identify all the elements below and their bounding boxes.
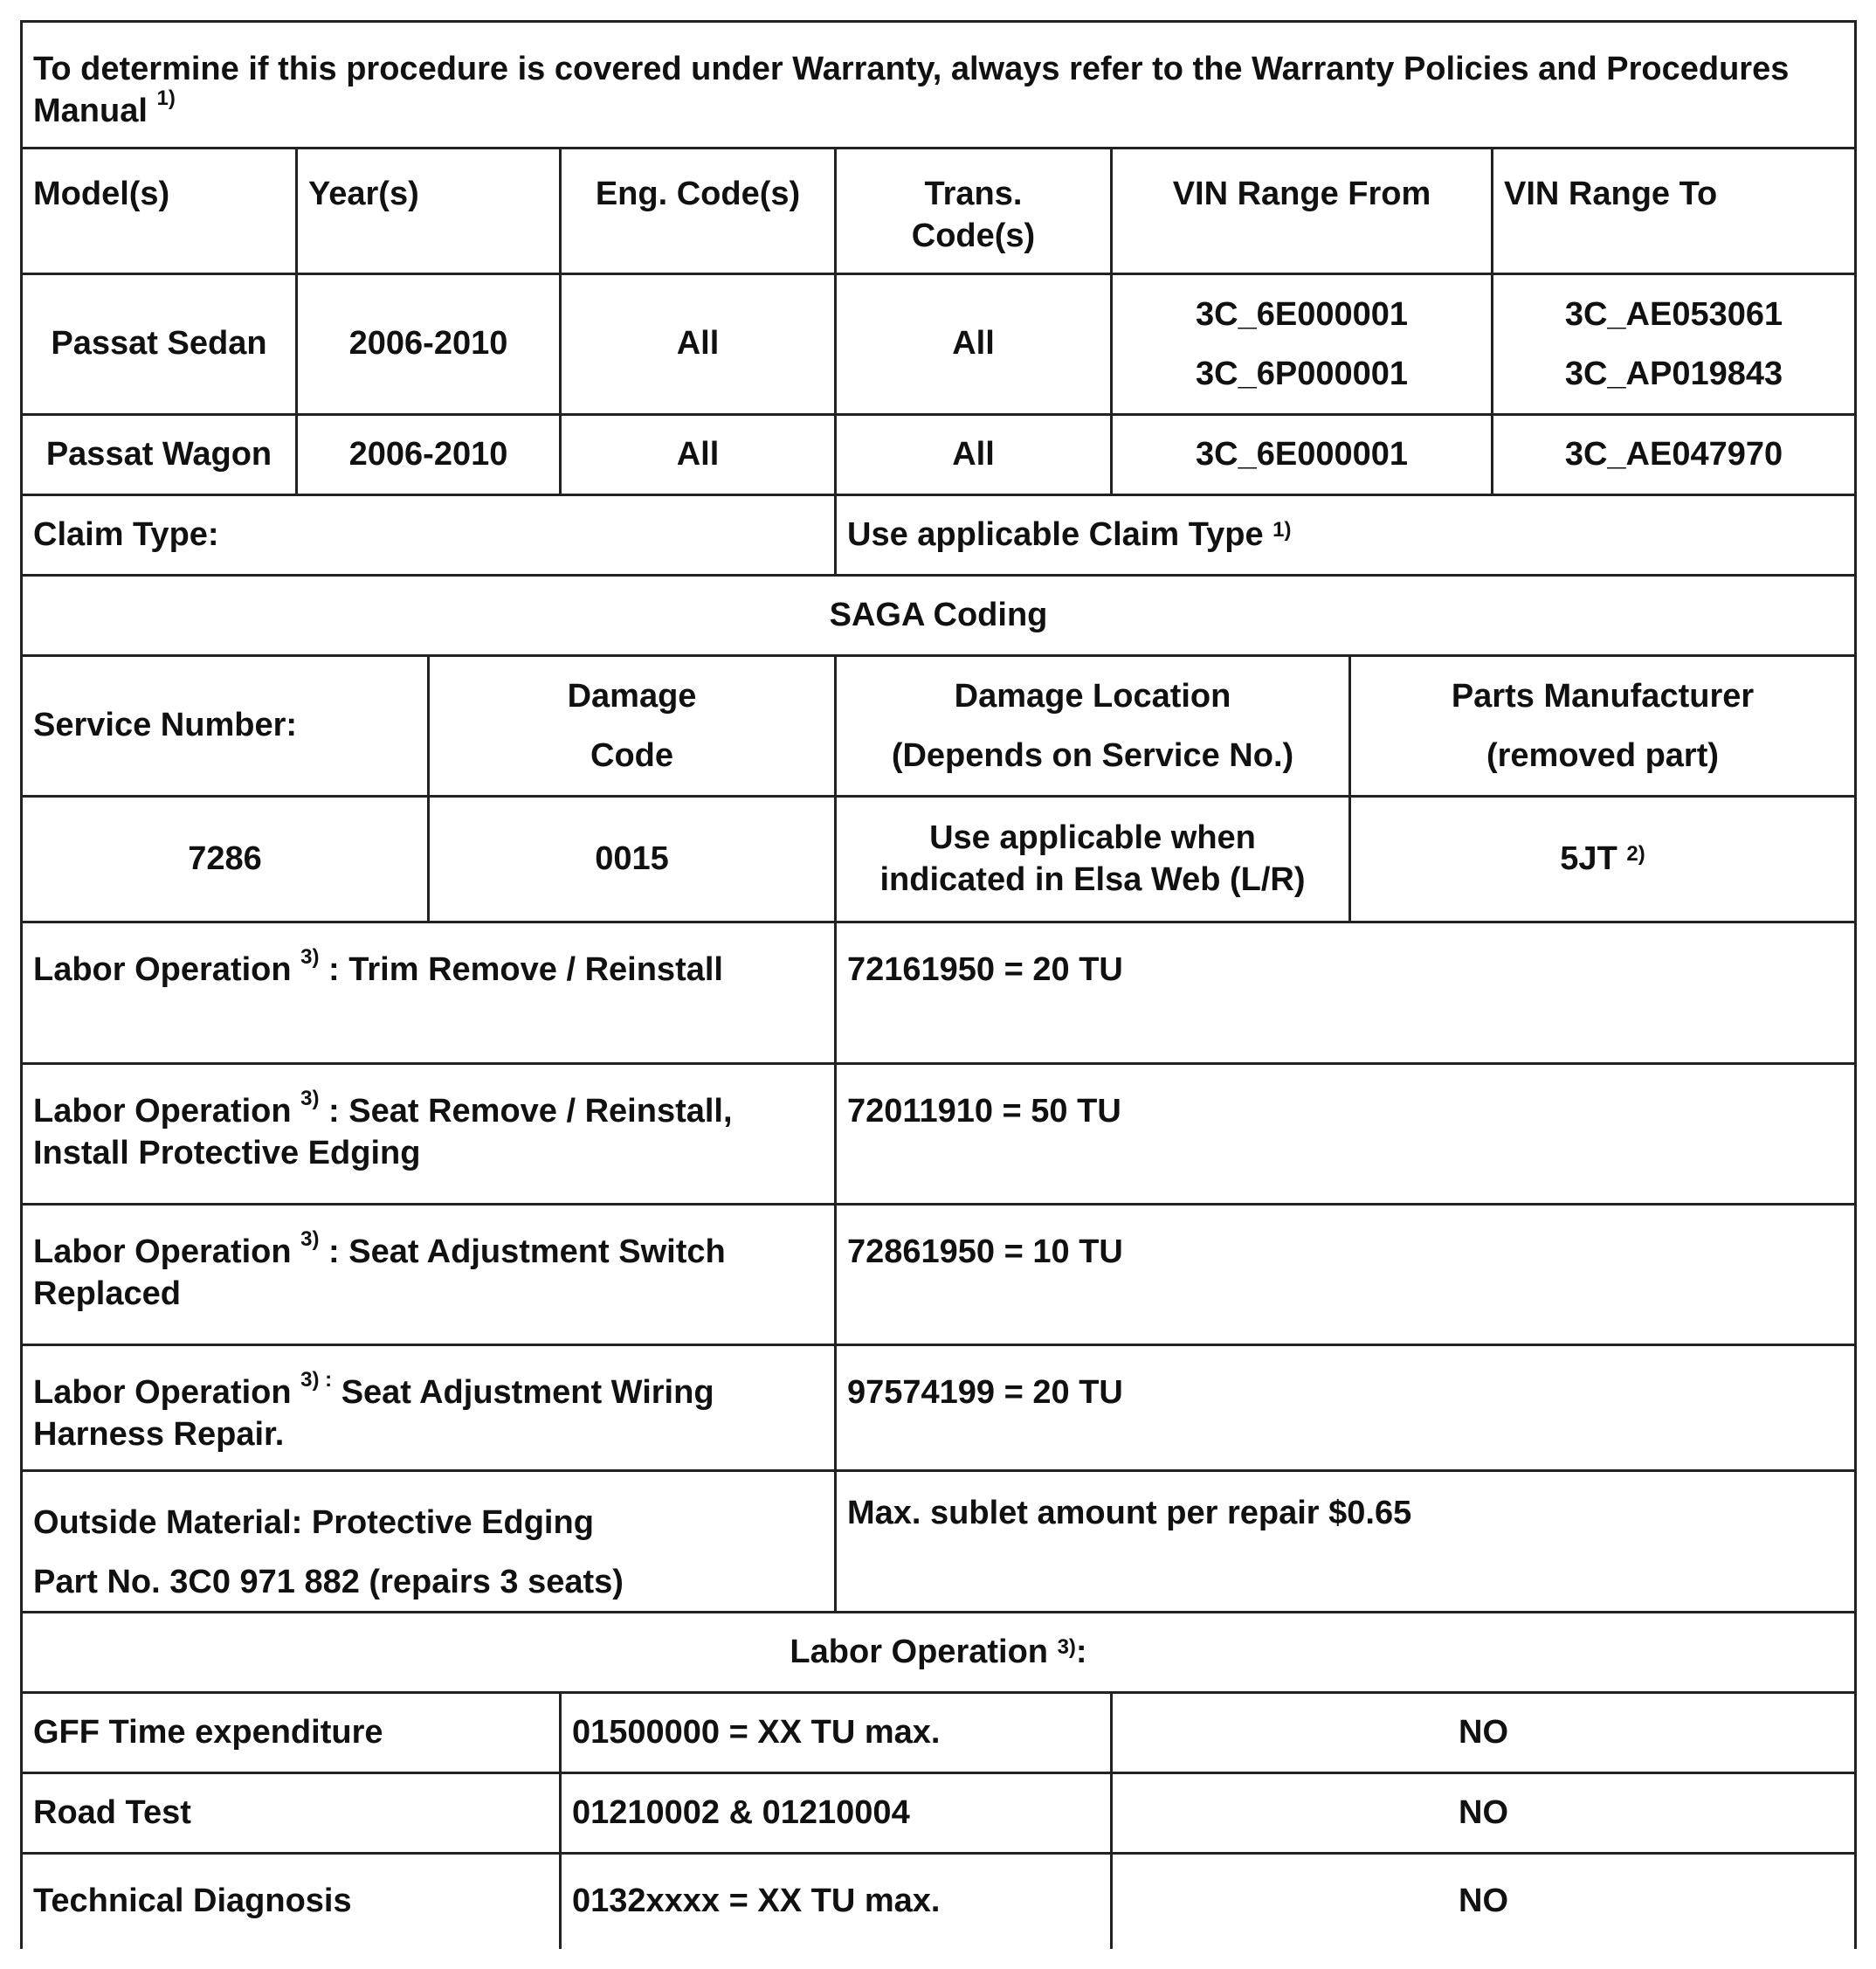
header-eng-codes: Eng. Code(s) bbox=[562, 149, 837, 275]
claim-type-value: Use applicable Claim Type $^{1)}$ bbox=[837, 496, 1854, 577]
header-vin-to: VIN Range To bbox=[1493, 149, 1854, 275]
table-row-eng: All bbox=[562, 416, 837, 496]
table-row-vin-from: 3C_6E000001 3C_6P000001 bbox=[1113, 275, 1493, 416]
table-row-years: 2006-2010 bbox=[298, 275, 562, 416]
header-years: Year(s) bbox=[298, 149, 562, 275]
saga-header-service-number: Service Number: bbox=[23, 657, 430, 798]
labor-row-code: 0132xxxx = XX TU max. bbox=[562, 1855, 1113, 1949]
table-row-model: Passat Wagon bbox=[23, 416, 298, 496]
labor-op-code: 72161950 = 20 TU bbox=[837, 923, 1854, 1065]
labor-row-name: Road Test bbox=[23, 1774, 562, 1855]
footnote-marker: 1) bbox=[1273, 517, 1292, 542]
table-row-model: Passat Sedan bbox=[23, 275, 298, 416]
labor-op-code: 72011910 = 50 TU bbox=[837, 1065, 1854, 1206]
saga-service-number: 7286 bbox=[23, 798, 430, 923]
outside-material: Outside Material: Protective Edging Part No. 3C0 971 882 (repairs 3 seats) bbox=[23, 1472, 837, 1613]
warranty-notice bbox=[23, 23, 1854, 149]
saga-header-parts-manufacturer: Parts Manufacturer (removed part) bbox=[1351, 657, 1854, 798]
saga-title: SAGA Coding bbox=[23, 577, 1854, 657]
footnote-marker: 3) : bbox=[300, 1368, 333, 1392]
footnote-marker: 3) bbox=[1057, 1634, 1076, 1659]
labor-row-flag: NO bbox=[1113, 1774, 1854, 1855]
claim-type-label: Claim Type: bbox=[23, 496, 837, 577]
saga-header-damage-code: Damage Code bbox=[430, 657, 837, 798]
labor-op-label: Labor Operation $^{3) :}$ Seat Adjustment Wiring Harness Repair. bbox=[23, 1346, 837, 1472]
labor-row-flag: NO bbox=[1113, 1694, 1854, 1774]
saga-damage-code: 0015 bbox=[430, 798, 837, 923]
table-row-vin-to: 3C_AE053061 3C_AP019843 bbox=[1493, 275, 1854, 416]
table-row-years: 2006-2010 bbox=[298, 416, 562, 496]
table-row-vin-from: 3C_6E000001 bbox=[1113, 416, 1493, 496]
footnote-marker: 3) bbox=[300, 945, 320, 969]
labor-row-name: GFF Time expenditure bbox=[23, 1694, 562, 1774]
labor-op-label: Labor Operation $^{3)}$ : Seat Remove / Reinstall, Install Protective Edging bbox=[23, 1065, 837, 1206]
footnote-marker: 1) bbox=[156, 86, 176, 110]
saga-damage-location: Use applicable when indicated in Elsa Web (L/R) bbox=[837, 798, 1351, 923]
footnote-marker: 3) bbox=[300, 1227, 320, 1251]
header-models: Model(s) bbox=[23, 149, 298, 275]
header-trans-codes: Trans. Code(s) bbox=[837, 149, 1113, 275]
labor-op-label: Labor Operation $^{3)}$ : Trim Remove / Reinstall bbox=[23, 923, 837, 1065]
table-row-vin-to: 3C_AE047970 bbox=[1493, 416, 1854, 496]
labor-op-code: 72861950 = 10 TU bbox=[837, 1206, 1854, 1346]
warranty-coding-table bbox=[20, 20, 1857, 1949]
header-vin-from: VIN Range From bbox=[1113, 149, 1493, 275]
labor-row-code: 01500000 = XX TU max. bbox=[562, 1694, 1113, 1774]
saga-header-damage-location: Damage Location (Depends on Service No.) bbox=[837, 657, 1351, 798]
outside-material-value: Max. sublet amount per repair $0.65 bbox=[837, 1472, 1854, 1613]
table-row-eng: All bbox=[562, 275, 837, 416]
labor-row-name: Technical Diagnosis bbox=[23, 1855, 562, 1949]
labor-row-code: 01210002 & 01210004 bbox=[562, 1774, 1113, 1855]
table-row-trans: All bbox=[837, 416, 1113, 496]
footnote-marker: 3) bbox=[300, 1087, 320, 1110]
labor-operation-title: Labor Operation $^{3)}$ : bbox=[23, 1613, 1854, 1694]
saga-parts-manufacturer: 5JT $^{2)}$ bbox=[1351, 798, 1854, 923]
labor-row-flag: NO bbox=[1459, 1883, 1508, 1920]
labor-op-label: Labor Operation $^{3)}$ : Seat Adjustment Switch Replaced bbox=[23, 1206, 837, 1346]
labor-op-code: 97574199 = 20 TU bbox=[837, 1346, 1854, 1472]
table-row-trans: All bbox=[837, 275, 1113, 416]
footnote-marker: 2) bbox=[1626, 841, 1645, 866]
warranty-notice-text: To determine if this procedure is covered under Warranty, always refer to the Warranty Policies and Procedures Manual bbox=[33, 51, 1790, 129]
